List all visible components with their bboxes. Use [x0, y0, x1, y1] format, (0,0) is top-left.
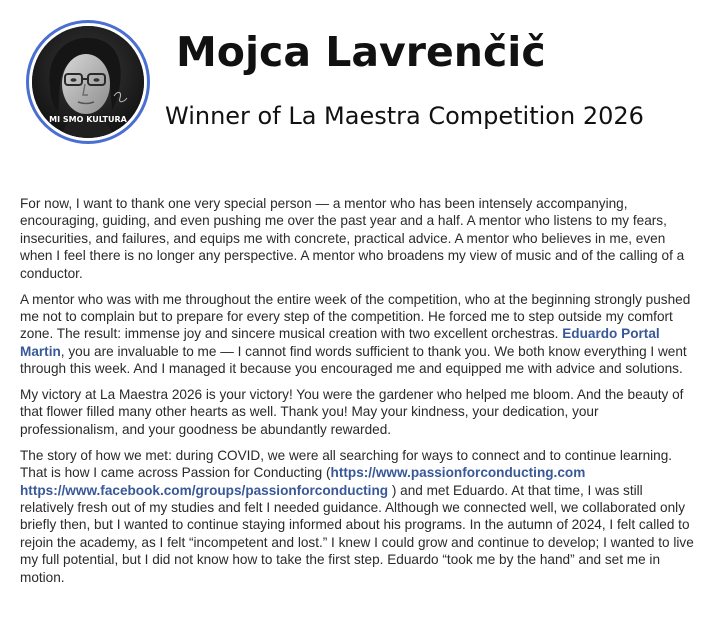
- post-paragraph-2: [20, 291, 696, 378]
- website-link[interactable]: https://www.passionforconducting.com: [330, 465, 586, 481]
- post-paragraph-3: My victory at La Maestra 2026 is your victory! You were the gardener who helped me bloom. And the beauty of that flower filled many other hearts as well. Thank you! May your kindness, your dedication, your professionalism, and your goodness be abundantly rewarded.: [20, 387, 684, 437]
- post-text: ) and met Eduardo. At that time, I was still relatively fresh out of my studies and felt I needed guidance. Although we connected well, we collaborated only briefly then, but I wanted to continue staying informed about his programs. In the autumn of 2024, I felt called to rejoin the academy, as I felt “incompetent and lost.” I knew I could grow and continue to develop; I wanted to live my full potential, but I did not know how to take the first step. Eduardo “took me by the hand” and set me in motion.: [20, 482, 694, 585]
- post-text: , you are invaluable to me — I cannot find words sufficient to thank you. We both know everything I went through this week. And I managed it because you encouraged me and equipped me with advice and solutions.: [20, 343, 687, 377]
- profile-header: [0, 0, 714, 170]
- post-text: A mentor who was with me throughout the entire week of the competition, who at the beginning strongly pushed me not to complain but to prepare for every step of the competition. He forced me to step outside my comfort zone. The result: immense joy and sincere musical creation with two excellent orchestras.: [20, 291, 691, 342]
- profile-subtitle: Winner of La Maestra Competition 2026: [165, 102, 644, 130]
- facebook-group-link[interactable]: https://www.facebook.com/groups/passionforconducting: [20, 482, 389, 498]
- post-paragraph-1: For now, I want to thank one very special person — a mentor who has been intensely accompanying, encouraging, guiding, and even pushing me over the past year and a half. A mentor who listens to my fears, insecurities, and failures, and equips me with concrete, practical advice. A mentor who believes in me, even when I feel there is no longer any perspective. A mentor who broadens my view of music and of the calling of a conductor.: [20, 196, 685, 281]
- post-paragraph-4: [20, 447, 696, 586]
- portrait-photo-icon: [32, 26, 144, 138]
- post-body: [20, 195, 696, 595]
- avatar-photo: [32, 26, 144, 138]
- avatar[interactable]: [26, 20, 150, 144]
- profile-name[interactable]: Mojca Lavrenčič: [176, 28, 546, 76]
- mention-link[interactable]: Eduardo Portal Martin: [20, 326, 660, 359]
- avatar-caption: MI SMO KULTURA: [49, 115, 127, 124]
- post-text: The story of how we met: during COVID, we were all searching for ways to connect and to continue learning. That is how I came across Passion for Conducting (: [20, 447, 673, 481]
